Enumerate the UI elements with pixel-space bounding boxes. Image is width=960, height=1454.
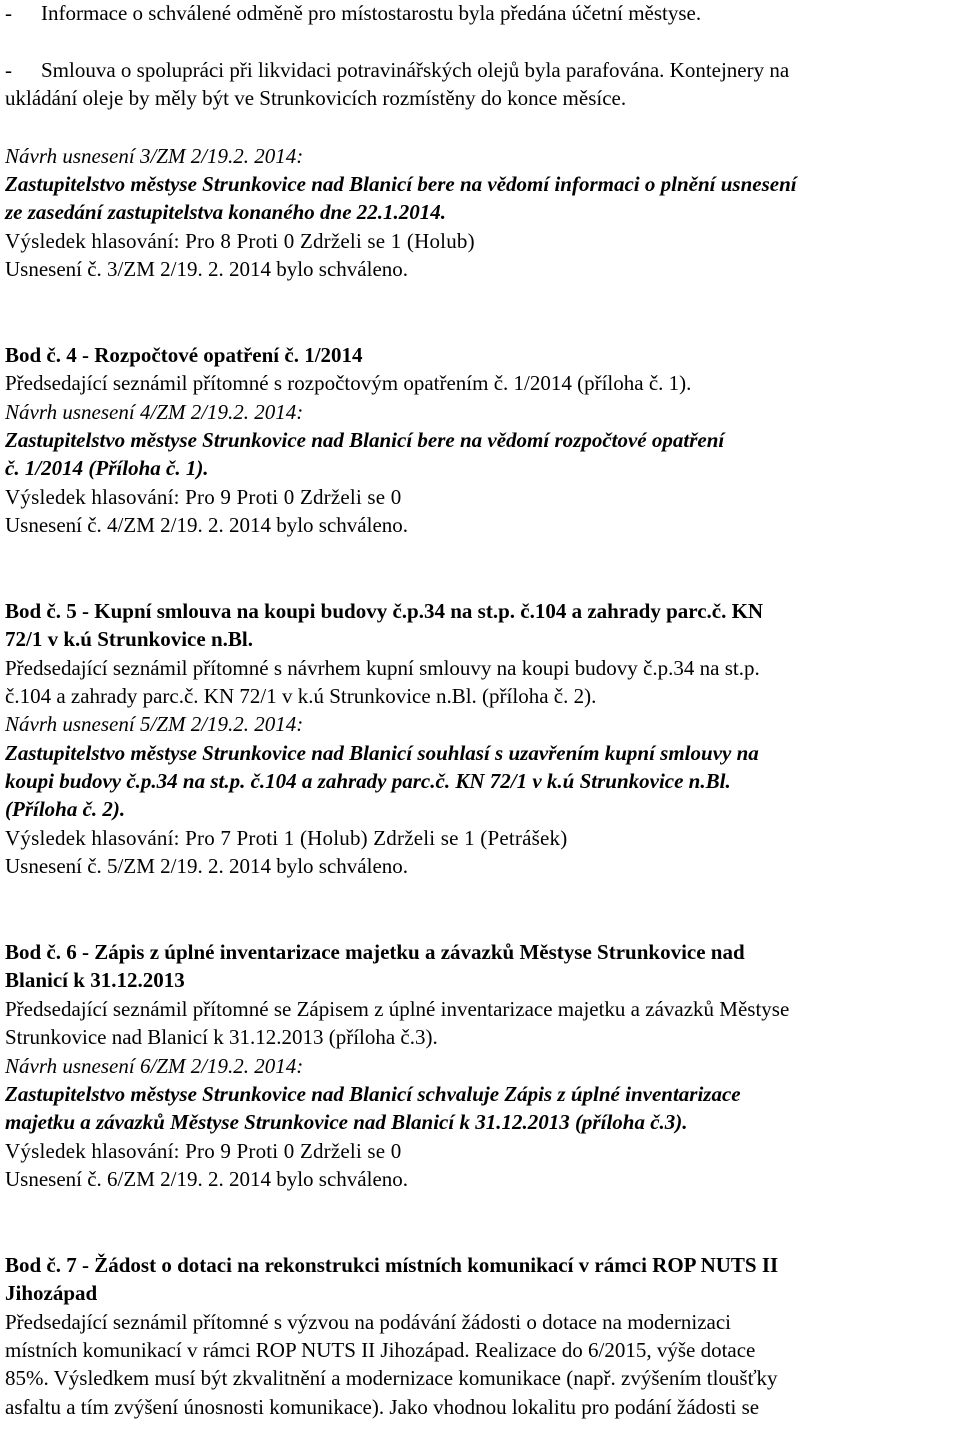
bullet-continuation: ukládání oleje by měly být ve Strunkovicích rozmístěny do konce měsíce. — [5, 86, 627, 110]
vote-result: Výsledek hlasování: Pro 7 Proti 1 (Holub) Zdrželi se 1 (Petrášek) — [5, 826, 568, 850]
resolution-text: č. 1/2014 (Příloha č. 1). — [5, 456, 209, 480]
agenda-item-heading: Bod č. 6 - Zápis z úplné inventarizace majetku a závazků Městyse Strunkovice nad — [5, 940, 745, 964]
resolution-text: Zastupitelstvo městyse Strunkovice nad Blanicí schvaluje Zápis z úplné inventarizace — [5, 1082, 741, 1106]
agenda-item-heading: 72/1 v k.ú Strunkovice n.Bl. — [5, 627, 253, 651]
bullet-text: Smlouva o spolupráci při likvidaci potravinářských olejů byla parafována. Kontejnery na — [41, 58, 790, 82]
paragraph-text: 85%. Výsledkem musí být zkvalitnění a modernizace komunikace (např. zvýšením tloušťky — [5, 1366, 778, 1390]
bullet-item-reward-info — [5, 0, 701, 27]
vote-result: Výsledek hlasování: Pro 9 Proti 0 Zdrželi se 0 — [5, 485, 402, 509]
agenda-item-heading: Blanicí k 31.12.2013 — [5, 968, 185, 992]
resolution-text: (Příloha č. 2). — [5, 797, 126, 821]
resolution-proposal-heading: Návrh usnesení 3/ZM 2/19.2. 2014: — [5, 144, 304, 168]
paragraph-text: asfaltu a tím zvýšení únosnosti komunikace). Jako vhodnou lokalitu pro podání žádosti se — [5, 1395, 760, 1419]
resolution-text: Zastupitelstvo městyse Strunkovice nad Blanicí bere na vědomí informaci o plnění usnesení — [5, 172, 797, 196]
bullet-dash: - — [5, 1, 12, 25]
resolution-text: Zastupitelstvo městyse Strunkovice nad Blanicí bere na vědomí rozpočtové opatření — [5, 428, 725, 452]
agenda-item-heading: Bod č. 4 - Rozpočtové opatření č. 1/2014 — [5, 343, 363, 367]
agenda-item-heading: Bod č. 7 - Žádost o dotaci na rekonstrukci místních komunikací v rámci ROP NUTS II — [5, 1253, 779, 1277]
bullet-text: Informace o schválené odměně pro místostarostu byla předána účetní městyse. — [41, 1, 702, 25]
resolution-approved: Usnesení č. 4/ZM 2/19. 2. 2014 bylo schváleno. — [5, 513, 409, 537]
resolution-text: Zastupitelstvo městyse Strunkovice nad Blanicí souhlasí s uzavřením kupní smlouvy na — [5, 741, 759, 765]
resolution-approved: Usnesení č. 6/ZM 2/19. 2. 2014 bylo schváleno. — [5, 1167, 409, 1191]
paragraph-text: Předsedající seznámil přítomné s výzvou na podávání žádosti o dotace na modernizaci — [5, 1310, 732, 1334]
resolution-text: koupi budovy č.p.34 na st.p. č.104 a zahrady parc.č. KN 72/1 v k.ú Strunkovice n.Bl. — [5, 769, 731, 793]
agenda-item-heading: Jihozápad — [5, 1281, 98, 1305]
resolution-approved: Usnesení č. 3/ZM 2/19. 2. 2014 bylo schváleno. — [5, 257, 409, 281]
agenda-item-heading: Bod č. 5 - Kupní smlouva na koupi budovy č.p.34 na st.p. č.104 a zahrady parc.č. KN — [5, 599, 764, 623]
resolution-proposal-heading: Návrh usnesení 6/ZM 2/19.2. 2014: — [5, 1054, 304, 1078]
vote-result: Výsledek hlasování: Pro 8 Proti 0 Zdrželi se 1 (Holub) — [5, 229, 475, 253]
paragraph-text: Strunkovice nad Blanicí k 31.12.2013 (příloha č.3). — [5, 1025, 438, 1049]
resolution-text: majetku a závazků Městyse Strunkovice nad Blanicí k 31.12.2013 (příloha č.3). — [5, 1110, 688, 1134]
paragraph-text: Předsedající seznámil přítomné s návrhem kupní smlouvy na koupi budovy č.p.34 na st.p. — [5, 656, 760, 680]
bullet-dash: - — [5, 58, 12, 82]
resolution-approved: Usnesení č. 5/ZM 2/19. 2. 2014 bylo schváleno. — [5, 854, 409, 878]
resolution-proposal-heading: Návrh usnesení 4/ZM 2/19.2. 2014: — [5, 400, 304, 424]
resolution-text: ze zasedání zastupitelstva konaného dne 22.1.2014. — [5, 200, 447, 224]
paragraph-text: Předsedající seznámil přítomné se Zápisem z úplné inventarizace majetku a závazků Městyse — [5, 997, 790, 1021]
bullet-item-oil-contract — [5, 56, 789, 84]
paragraph-text: Předsedající seznámil přítomné s rozpočtovým opatřením č. 1/2014 (příloha č. 1). — [5, 371, 692, 395]
paragraph-text: č.104 a zahrady parc.č. KN 72/1 v k.ú Strunkovice n.Bl. (příloha č. 2). — [5, 684, 597, 708]
paragraph-text: místních komunikací v rámci ROP NUTS II Jihozápad. Realizace do 6/2015, výše dotace — [5, 1338, 756, 1362]
vote-result: Výsledek hlasování: Pro 9 Proti 0 Zdrželi se 0 — [5, 1139, 402, 1163]
resolution-proposal-heading: Návrh usnesení 5/ZM 2/19.2. 2014: — [5, 712, 304, 736]
